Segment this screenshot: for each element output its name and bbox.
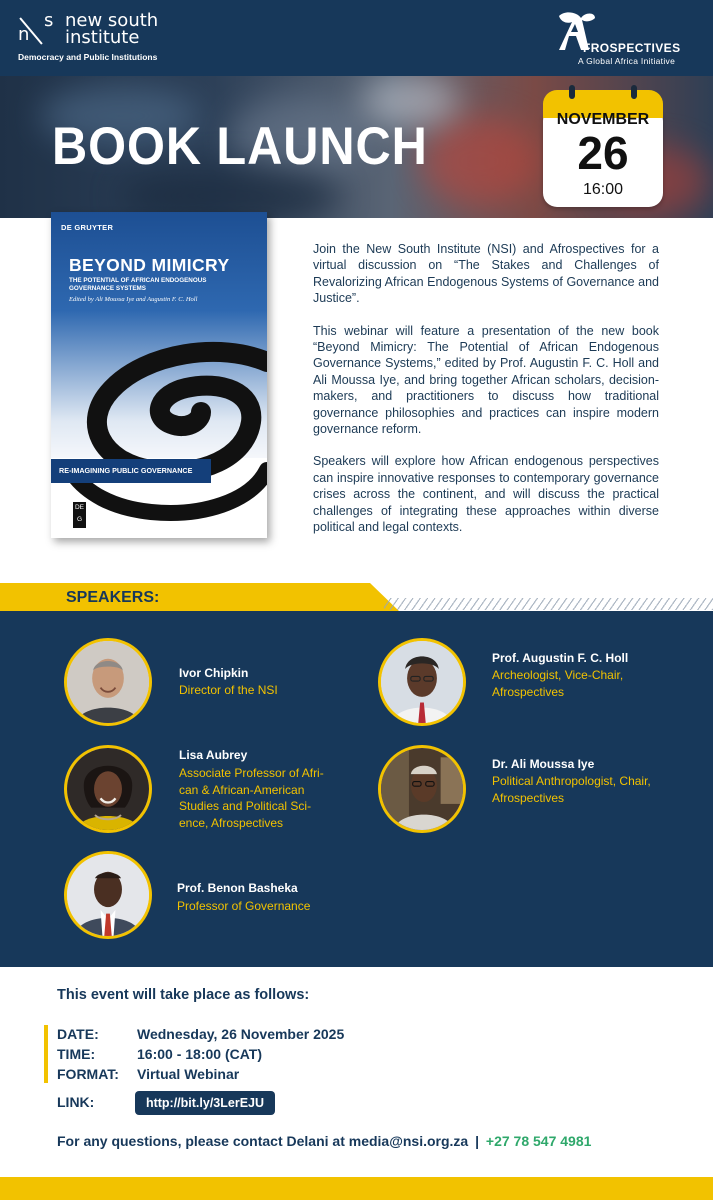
contact-text[interactable]: For any questions, please contact Delani at media@nsi.org.za (57, 1133, 469, 1149)
contact-separator: | (475, 1133, 480, 1149)
book-series: RE-IMAGINING PUBLIC GOVERNANCE (51, 459, 211, 483)
book-subtitle: THE POTENTIAL OF AFRICAN ENDOGENOUS GOVERNANCE SYSTEMS (69, 277, 207, 292)
afrospectives-logo[interactable] (553, 8, 693, 68)
avatar (64, 745, 152, 833)
book-cover (51, 212, 267, 538)
event-details-heading: This event will take place as follows: (57, 987, 310, 1003)
speaker-role: Political Anthropologist, Chair, Afrospectives (492, 774, 651, 805)
nsi-mark-s: s (44, 10, 54, 31)
calendar-month: NOVEMBER (556, 111, 650, 128)
speaker-role: Archeologist, Vice-Chair, Afrospectives (492, 668, 624, 699)
date-label: DATE: (57, 1026, 99, 1042)
description-paragraph-2: This webinar will feature a presentation of the new book “Beyond Mimicry: The Potential of African Endogenous Governance Systems,” edited by Prof. Augustin F. C. Holl and Ali Moussa Iye, and bring together African scholars, decision-makers, and practitioners to discuss how traditional governance philosophies and practices can inspire modern governance reform. (313, 323, 659, 437)
afrospectives-tagline: A Global Africa Initiative (578, 56, 676, 66)
contact-line (57, 1133, 591, 1149)
speaker-name: Ivor Chipkin (179, 666, 249, 680)
speaker-role: Professor of Governance (177, 899, 311, 913)
footer-bar (0, 1177, 713, 1200)
avatar (64, 851, 152, 939)
link-label: LINK: (57, 1094, 95, 1110)
event-details-accent-bar (44, 1025, 48, 1083)
speaker-name: Lisa Aubrey (179, 748, 248, 762)
header-bar (0, 0, 713, 76)
date-value: Wednesday, 26 November 2025 (137, 1026, 345, 1042)
time-label: TIME: (57, 1046, 96, 1062)
calendar-date-badge (543, 85, 663, 207)
speaker-role: Associate Professor of Afri-can & African-American Studies and Political Sci-ence, Afrospectives (179, 766, 324, 830)
avatar (378, 638, 466, 726)
speakers-tab (0, 583, 400, 612)
nsi-name: new south institute (65, 10, 159, 48)
book-title: BEYOND MIMICRY (69, 255, 230, 275)
book-publisher: DE GRUYTER (61, 223, 114, 232)
nsi-mark-n: n (18, 24, 30, 45)
speakers-hatch-decoration (384, 598, 713, 610)
speaker-name: Dr. Ali Moussa Iye (492, 757, 595, 771)
publisher-badge-icon (73, 502, 86, 528)
calendar-day: 26 (577, 127, 629, 179)
badge-top: DE (74, 504, 85, 511)
banner-title: BOOK LAUNCH (52, 117, 428, 176)
contact-phone[interactable]: +27 78 547 4981 (485, 1133, 592, 1149)
format-label: FORMAT: (57, 1066, 119, 1082)
speaker-name: Prof. Benon Basheka (177, 881, 298, 895)
webinar-link-button[interactable]: http://bit.ly/3LerEJU (135, 1091, 275, 1115)
event-description (313, 241, 659, 552)
description-paragraph-1: Join the New South Institute (NSI) and Afrospectives for a virtual discussion on “The Stakes and Challenges of Revalorizing African Endogenous Systems of Governance and Justice”. (313, 242, 659, 306)
nsi-logo-mark-icon (18, 12, 58, 48)
time-value: 16:00 - 18:00 (CAT) (137, 1046, 263, 1062)
calendar-ring-icon (631, 85, 637, 99)
speakers-heading: SPEAKERS: (66, 589, 160, 606)
speaker-name: Prof. Augustin F. C. Holl (492, 651, 629, 665)
nsi-tagline: Democracy and Public Institutions (18, 52, 158, 62)
calendar-ring-icon (569, 85, 575, 99)
format-value: Virtual Webinar (137, 1066, 240, 1082)
speaker-role: Director of the NSI (179, 683, 278, 697)
book-editors: Edited by Ali Moussa Iye and Augustin F. C. Holl (69, 296, 198, 303)
calendar-time: 16:00 (582, 181, 624, 198)
description-paragraph-3: Speakers will explore how African endogenous perspectives can inspire innovative responses to contemporary governance crises across the continent, and will discuss the practical challenges of integrating these approaches within diverse political and legal contexts. (313, 454, 659, 535)
badge-bottom: G (76, 516, 83, 523)
avatar (378, 745, 466, 833)
avatar (64, 638, 152, 726)
afrospectives-name: FROSPECTIVES (583, 41, 681, 55)
